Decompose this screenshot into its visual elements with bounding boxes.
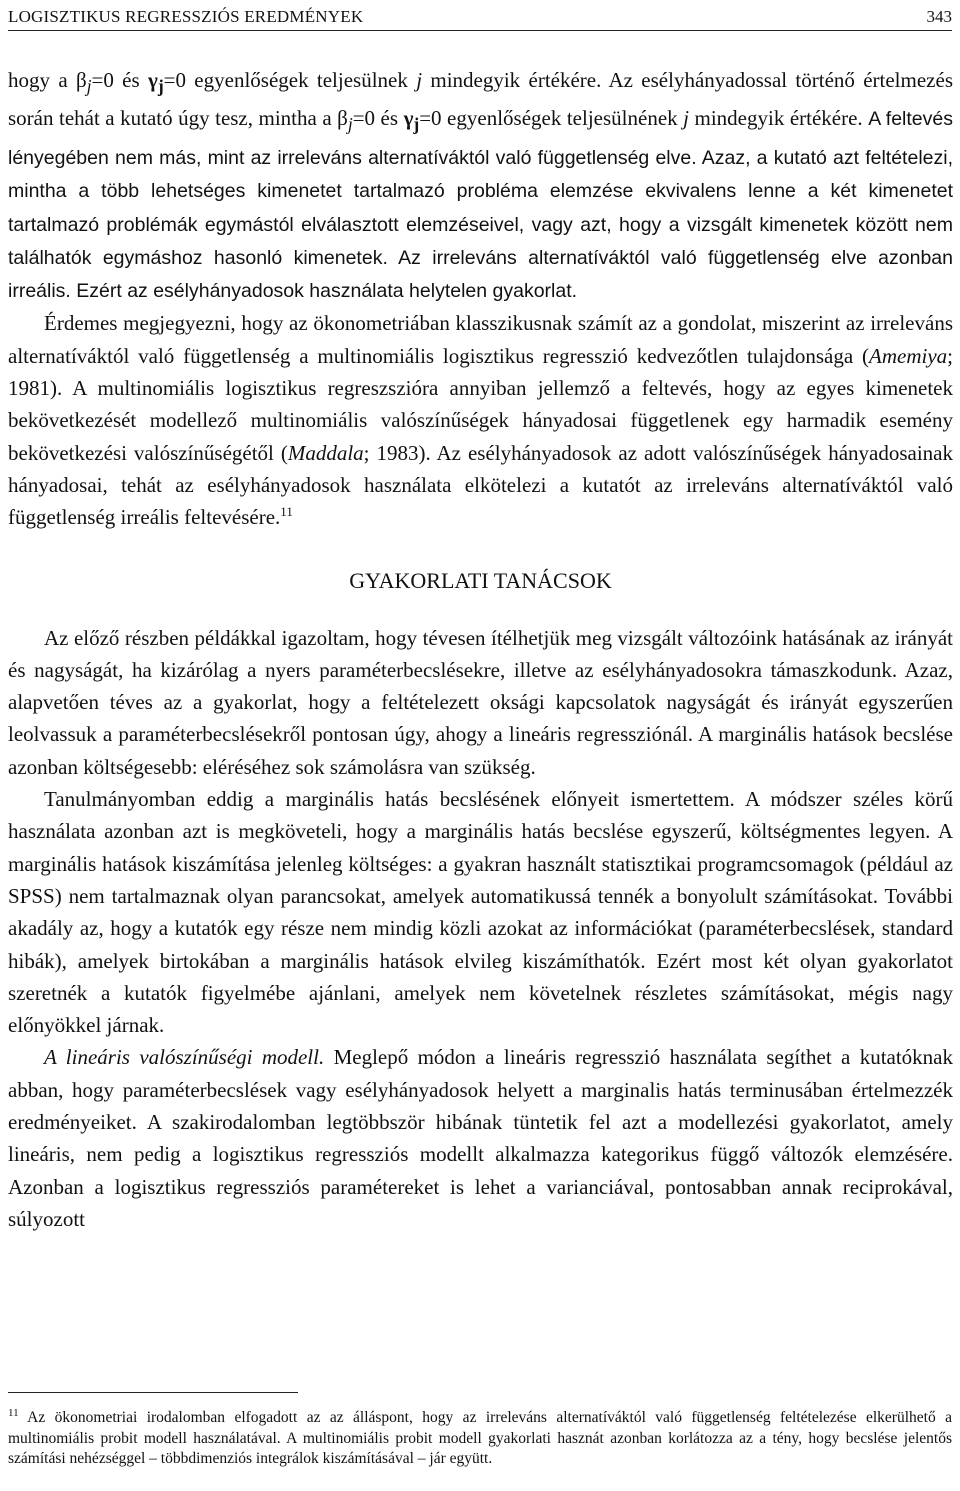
italic-lead: A lineáris valószínűségi modell. — [44, 1045, 325, 1070]
subscript-j: j — [86, 76, 92, 97]
paragraph — [8, 1041, 953, 1235]
running-title: LOGISZTIKUS REGRESSZIÓS EREDMÉNYEK — [8, 7, 364, 26]
body-text — [8, 64, 953, 1235]
footnote-text: Az ökonometriai irodalomban elfogadott az az álláspont, hogy az irreleváns alternatíváktól való függetlenség feltételezése elkerülhető a multinomiális probit modell használatával. A multinomiális probit modell gyakorlati hasznát azonban korlátozza az a tény, hogy becslése jelentős számítási nehézséggel – többdimenziós integrálok kiszámításával – jár együtt. — [8, 1409, 952, 1467]
italic-j: j — [416, 68, 423, 92]
citation-author: Maddala — [287, 440, 364, 465]
paragraph: Tanulmányomban eddig a marginális hatás becslésének előnyeit ismertettem. A módszer széles körű használata azonban azt is megköveteli, hogy a marginális hatás becslése egyszerű, költségmentes legyen. A marginális hatások kiszámítása jelenleg költséges: a gyakran használt statisztikai programcsomagok (például az SPSS) nem tartalmaznak olyan parancsokat, amelyek automatikussá tennék a bonyolult számításokat. További akadály az, hogy a kutatók egy része nem mindig közli azokat az információkat (paraméterbecslések, standard hibák), amelyek birtokában a marginális hatások elvileg kiszámíthatók. Ezért most két olyan gyakorlatot szeretnék a kutatók figyelmébe ajánlani, amelyek nem követelnek részletes számításokat, mégis nagy előnyökkel járnak. — [8, 787, 953, 1038]
gamma-symbol: γ — [147, 68, 158, 92]
citation-author: Amemiya — [869, 343, 948, 368]
text-run: mindegyik értékére. — [689, 106, 869, 131]
text-run: ; 1981). A multinomiális logisztikus regreszszióra annyiban jellemző a feltevés, hogy az egyes kimenetek bekövetkezését modellező multinomiális valószínűségek hányadosai függetlenek egy harmadik esemény bekövetkezési valószínűségétől ( — [8, 343, 953, 465]
paragraph: Az előző részben példákkal igazoltam, hogy tévesen ítélhetjük meg vizsgált változóink hatásának az irányát és nagyságát, ha kizárólag a nyers paraméterbecslésekre, illetve az esélyhányadosokra támaszkodunk. Azaz, alapvetően téves az a gyakorlat, hogy a feltételezett oksági kapcsolatok nagyságát és irányát egyszerűen leolvassuk a paraméterbecslésekről pontosan úgy, ahogy a lineáris regressziónál. A marginális hatások becslése azonban költségesebb: eléréséhez sok számolásra van szükség. — [8, 625, 953, 779]
sans-text-run: A feltevés lényegében nem más, mint az irreleváns alternatíváktól való függetlenség elve. Azaz, a kutató azt feltételezi, mintha a több lehetséges kimenetet tartalmazó probléma elemzése ekvivalens lenne a két kimenetet tartalmazó problémák egymástól elválasztott elemzéseivel, vagy azt, hogy a vizsgált kimenetek között nem találhatók egymáshoz hasonló kimenetek. Az irreleváns alternatíváktól való függetlenség elve azonban irreális. Ezért az esélyhányadosok használata helytelen gyakorlat. — [8, 108, 953, 303]
text-run: Meglepő módon a lineáris regresszió használata segíthet a kutatóknak abban, hogy paraméterbecslések vagy esélyhányadosok helyett a marginalis hatás terminusában értelmezzék eredményeiket. A szakirodalomban legtöbbször hibának tüntetik fel azt a modellezési gyakorlatot, amely lineáris, nem pedig a logisztikus regressziós modellt alkalmazza kategorikus függő változók elemzésére. Azonban a logisztikus regressziós paramétereket is lehet a varianciával, pontosabban annak reciprokával, súlyozott — [8, 1045, 953, 1231]
text-run: Érdemes megjegyezni, hogy az ökonometriában klasszikusnak számít az a gondolat, miszerint az irreleváns alternatíváktól való függetlenség a multinomiális logisztikus regresszió kedvezőtlen tulajdonsága ( — [8, 311, 953, 368]
text-run: ; 1983). Az esélyhányadosok az adott valószínűségek hányadosainak hányadosai, tehát az esélyhányadosok használata elkötelezi a kutatót az irreleváns alternatíváktól való függetlenség irreális feltevésére. — [8, 440, 954, 530]
paragraph-continuation — [8, 64, 953, 307]
beta-symbol: β — [75, 68, 87, 92]
page-number: 343 — [926, 7, 952, 26]
beta-symbol: β — [337, 106, 348, 131]
footnote — [8, 1408, 952, 1470]
subscript-j: j — [157, 76, 164, 97]
text-run: =0 egyenlőségek teljesülnek — [163, 68, 417, 92]
section-heading: GYAKORLATI TANÁCSOK — [349, 567, 612, 593]
subscript-j: j — [347, 114, 353, 135]
paragraph — [8, 307, 953, 533]
subscript-j: j — [413, 114, 420, 135]
footnote-divider — [8, 1392, 298, 1393]
text-run: =0 és — [352, 106, 404, 131]
text-run: =0 és — [91, 68, 148, 92]
footnote-reference[interactable]: 11 — [280, 504, 293, 520]
text-run: mindegyik értékére. Az esélyhányadossal történő értelmezés során tehát a kutató úgy tesz, mintha a — [8, 68, 953, 131]
text-run: hogy a — [8, 68, 76, 92]
footnote-number: 11 — [8, 1406, 19, 1419]
gamma-symbol: γ — [403, 106, 414, 131]
text-run: =0 egyenlőségek teljesülnének — [419, 106, 684, 131]
running-header — [8, 4, 952, 31]
italic-j: j — [683, 106, 689, 131]
